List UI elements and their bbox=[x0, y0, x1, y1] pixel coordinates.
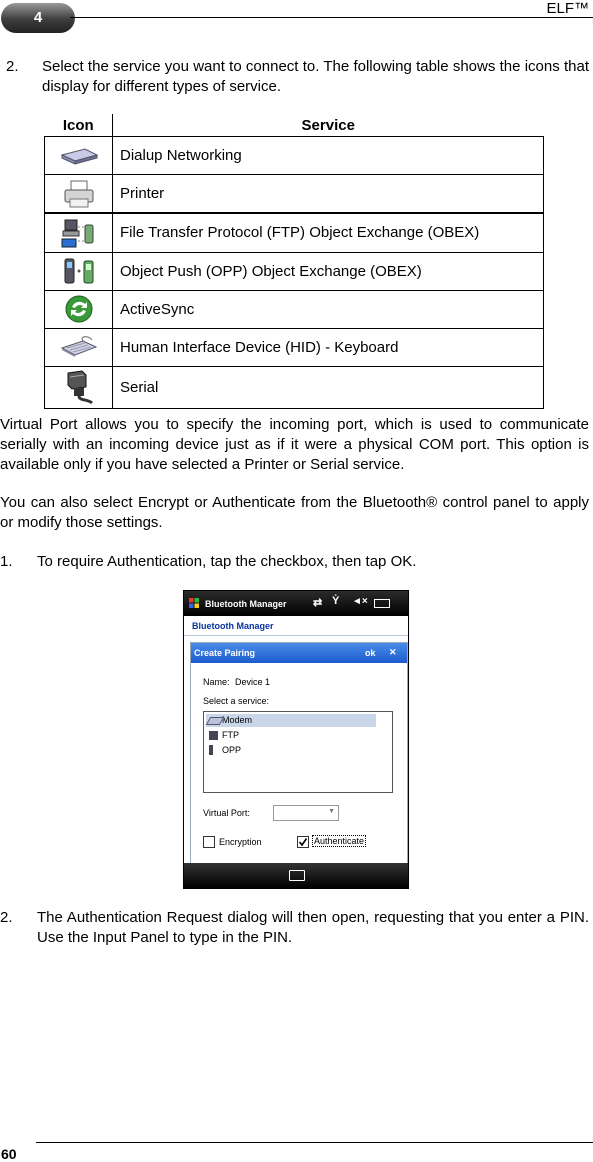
step-text: Select the service you want to connect to. The following table shows the icons that display for different types of service. bbox=[42, 58, 589, 95]
step-text: The Authentication Request dialog will then open, requesting that you enter a PIN. Use the Input Panel to type in the PIN. bbox=[37, 909, 589, 946]
service-name: Object Push (OPP) Object Exchange (OBEX) bbox=[113, 252, 544, 290]
service-item-label: FTP bbox=[222, 730, 239, 740]
step-number: 1. bbox=[0, 553, 13, 570]
virtual-port-select[interactable] bbox=[273, 805, 339, 821]
window-title: Bluetooth Manager bbox=[205, 599, 287, 609]
ftp-obex-icon bbox=[209, 731, 218, 740]
service-item-label: OPP bbox=[222, 745, 242, 755]
column-header-service: Service bbox=[113, 114, 544, 137]
service-name: ActiveSync bbox=[113, 290, 544, 328]
footer-rule bbox=[36, 1142, 593, 1143]
step-number: 2. bbox=[6, 58, 19, 75]
service-label: Select a service: bbox=[203, 696, 270, 706]
step-text: To require Authentication, tap the checkbox, then tap OK. bbox=[37, 553, 417, 570]
service-item-label: Modem bbox=[222, 715, 253, 725]
service-name: File Transfer Protocol (FTP) Object Exchange (OBEX) bbox=[113, 213, 544, 252]
ftp-obex-icon bbox=[45, 213, 113, 252]
opp-obex-icon bbox=[209, 745, 213, 755]
printer-icon bbox=[45, 175, 113, 214]
app-subtitle: Bluetooth Manager bbox=[192, 621, 274, 631]
close-button[interactable]: ✕ bbox=[389, 647, 397, 657]
name-label: Name: bbox=[203, 677, 230, 687]
brand-name: ELF™ bbox=[546, 0, 589, 17]
header-rule bbox=[70, 17, 593, 18]
service-name: Serial bbox=[113, 366, 544, 408]
dialog-title: Create Pairing bbox=[194, 648, 256, 658]
volume-muted-icon[interactable]: ◄× bbox=[352, 596, 368, 607]
service-name: Human Interface Device (HID) - Keyboard bbox=[113, 328, 544, 366]
service-icon-table bbox=[44, 114, 544, 409]
ok-button[interactable]: ok bbox=[365, 648, 376, 658]
service-list[interactable] bbox=[203, 711, 393, 793]
dialup-networking-icon bbox=[45, 137, 113, 175]
service-name: Printer bbox=[113, 175, 544, 214]
create-pairing-dialog bbox=[190, 642, 408, 864]
bluetooth-manager-screenshot bbox=[183, 590, 409, 889]
activesync-icon bbox=[45, 290, 113, 328]
step-number: 2. bbox=[0, 909, 13, 926]
opp-obex-icon bbox=[45, 252, 113, 290]
encryption-label: Encryption bbox=[219, 837, 262, 847]
service-name: Dialup Networking bbox=[113, 137, 544, 175]
list-item[interactable] bbox=[206, 729, 239, 742]
encryption-checkbox[interactable] bbox=[203, 836, 215, 848]
chapter-tab: 4 bbox=[1, 3, 75, 33]
list-item[interactable] bbox=[206, 714, 376, 727]
soft-key-bar bbox=[184, 863, 408, 888]
page-number: 60 bbox=[1, 1146, 17, 1162]
battery-icon[interactable] bbox=[374, 599, 390, 608]
title-bar bbox=[184, 591, 408, 616]
column-header-icon: Icon bbox=[45, 114, 113, 137]
authenticate-label: Authenticate bbox=[314, 836, 365, 846]
hid-keyboard-icon bbox=[45, 328, 113, 366]
authenticate-checkbox[interactable] bbox=[297, 836, 309, 848]
windows-start-icon[interactable] bbox=[188, 597, 200, 609]
name-value: Device 1 bbox=[235, 677, 271, 687]
chevron-down-icon: ▼ bbox=[328, 808, 335, 815]
connectivity-icon[interactable]: ⇄ bbox=[313, 597, 323, 609]
keyboard-icon[interactable] bbox=[289, 870, 305, 881]
subtitle-divider bbox=[184, 635, 408, 636]
list-item[interactable] bbox=[206, 744, 241, 757]
virtual-port-label: Virtual Port: bbox=[203, 808, 250, 818]
encrypt-paragraph: You can also select Encrypt or Authenticate from the Bluetooth® control panel to apply or modify those settings. bbox=[0, 494, 589, 531]
serial-icon bbox=[45, 366, 113, 408]
checkmark-icon bbox=[298, 837, 308, 847]
virtual-port-paragraph: Virtual Port allows you to specify the incoming port, which is used to communicate serially with an incoming device just as if it were a physical COM port. This option is available only if you have selected a Printer or Serial service. bbox=[0, 416, 589, 473]
signal-icon[interactable]: Ẏ bbox=[332, 595, 340, 607]
dialog-title-bar bbox=[191, 643, 407, 663]
